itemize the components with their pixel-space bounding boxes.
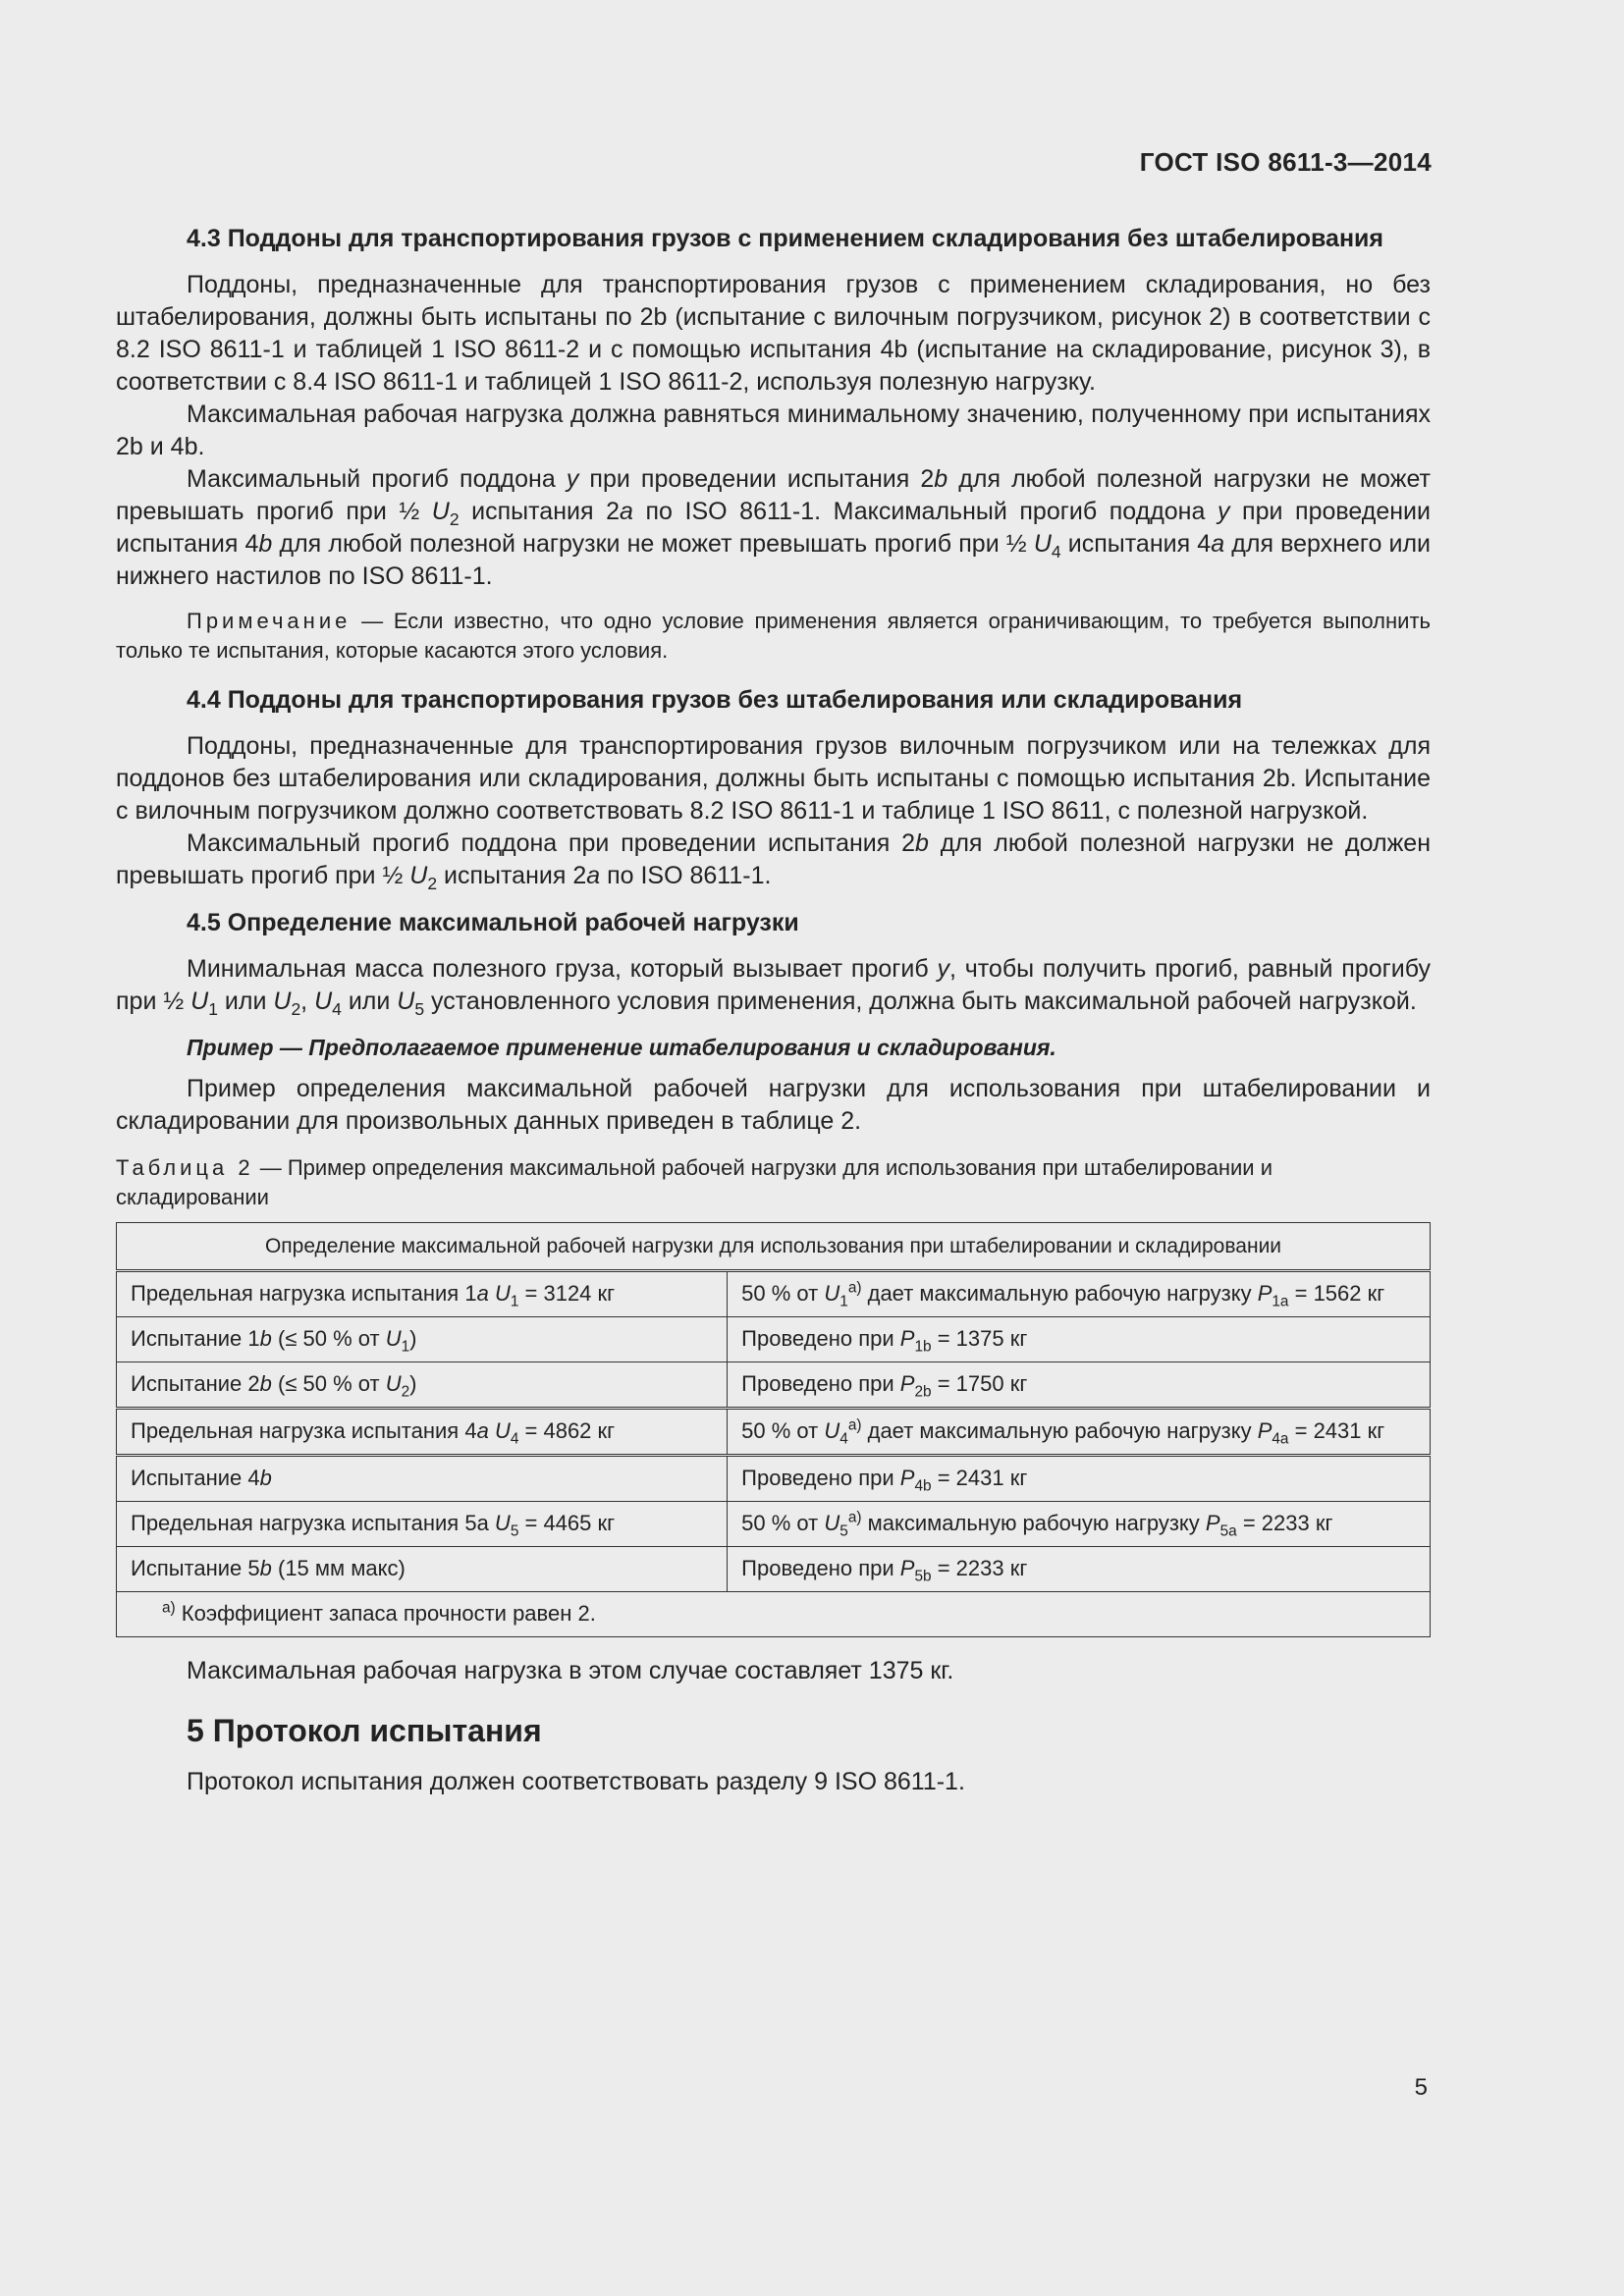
- section-5-title: 5 Протокол испытания: [187, 1713, 542, 1748]
- table-row: [117, 1409, 1431, 1456]
- table-label: Таблица 2: [116, 1155, 254, 1180]
- table-row: [117, 1317, 1431, 1362]
- section-4-3-paragraph-2: Максимальная рабочая нагрузка должна равняться минимальному значению, полученному при испытаниях 2b и 4b.: [116, 400, 1431, 460]
- table-2: [116, 1222, 1431, 1637]
- table-row: [117, 1547, 1431, 1592]
- section-4-3-paragraph-1: Поддоны, предназначенные для транспортирования грузов с применением складирования, но без штабелирования, должны быть испытаны по 2b (испытание с вилочным погрузчиком, рисунок 2) в соответствии с 8.2 ISO 8611-1 и таблицей 1 ISO 8611-2 и с помощью испытания 4b (испытание на складирование, рисунок 3), в соответствии с 8.4 ISO 8611-1 и таблицей 1 ISO 8611-2, используя полезную нагрузку.: [116, 271, 1431, 396]
- table-cell: 50 % от $U_1^{а)}$ дает максимальную рабочую нагрузку $P_{1a} = 1562$ кг: [728, 1271, 1431, 1317]
- section-4-3-title: 4.3 Поддоны для транспортирования грузов с применением складирования без штабелирования: [187, 225, 1383, 252]
- table-row: [117, 1271, 1431, 1317]
- section-4-3-note: Примечание — Если известно, что одно условие применения является ограничивающим, то требуется выполнить только те испытания, которые касаются этого условия.: [116, 609, 1431, 663]
- section-4-4-paragraph-1: Поддоны, предназначенные для транспортирования грузов вилочным погрузчиком или на тележках для поддонов без штабелирования или складирования, должны быть испытаны с помощью испытания 2b. Испытание с вилочным погрузчиком должно соответствовать 8.2 ISO 8611-1 и таблице 1 ISO 8611, с полезной нагрузкой.: [116, 732, 1431, 825]
- section-4-5-paragraph-1: Минимальная масса полезного груза, который вызывает прогиб y, чтобы получить прогиб, равный прогибу при ½ $U_1$ или $U_2$, $U_4$ или $U_5$ установленного условия применения, должна быть максимальной рабочей нагрузкой.: [116, 955, 1431, 1019]
- table-cell: Проведено при $P_{2b} = 1750$ кг: [728, 1362, 1431, 1409]
- section-4-4-title: 4.4 Поддоны для транспортирования грузов без штабелирования или складирования: [187, 686, 1243, 714]
- table-cell: Испытание 4b: [117, 1456, 728, 1502]
- section-4-3-paragraph-3: Максимальный прогиб поддона y при проведении испытания 2b для любой полезной нагрузки не может превышать прогиб при ½ $U_2$ испытания 2a по ISO 8611-1. Максимальный прогиб поддона y при проведении испытания 4b для любой полезной нагрузки не может превышать прогиб при ½ $U_4$ испытания 4a для верхнего или нижнего настилов по ISO 8611-1.: [116, 465, 1432, 590]
- table-row: [117, 1362, 1431, 1409]
- table-footnote-row: [117, 1592, 1431, 1637]
- table-cell: 50 % от $U_5^{а)}$ максимальную рабочую нагрузку $P_{5a} = 2233$ кг: [728, 1502, 1431, 1547]
- table-cell: Испытание 5b (15 мм макс): [117, 1547, 728, 1592]
- table-2-caption: Таблица 2 — Пример определения максимальной рабочей нагрузки для использования при штабелировании и складировании: [116, 1155, 1272, 1209]
- table-cell: Проведено при $P_{4b} = 2431$ кг: [728, 1456, 1431, 1502]
- section-4-4-paragraph-2: Максимальный прогиб поддона при проведении испытания 2b для любой полезной нагрузки не должен превышать прогиб при ½ $U_2$ испытания 2a по ISO 8611-1.: [116, 829, 1431, 893]
- note-label: Примечание: [187, 609, 352, 633]
- table-header-row: [117, 1223, 1431, 1271]
- table-cell: Испытание 2b (≤ 50 % от $U_2$): [117, 1362, 728, 1409]
- table-row: [117, 1502, 1431, 1547]
- page-content: [116, 222, 1431, 1798]
- table-cell: Проведено при $P_{5b} = 2233$ кг: [728, 1547, 1431, 1592]
- section-4-5-title: 4.5 Определение максимальной рабочей нагрузки: [187, 909, 799, 936]
- table-header-cell: Определение максимальной рабочей нагрузки для использования при штабелировании и складировании: [117, 1223, 1431, 1271]
- document-code: ГОСТ ISO 8611-3—2014: [1139, 147, 1432, 177]
- example-heading: Пример — Предполагаемое применение штабелирования и складирования.: [187, 1035, 1056, 1060]
- table-cell: Предельная нагрузка испытания 1a $U_1 = 3124$ кг: [117, 1271, 728, 1317]
- table-cell: Проведено при $P_{1b} = 1375$ кг: [728, 1317, 1431, 1362]
- table-cell: Предельная нагрузка испытания 5a $U_5 = 4465$ кг: [117, 1502, 728, 1547]
- table-cell: Предельная нагрузка испытания 4a $U_4 = 4862$ кг: [117, 1409, 728, 1456]
- section-5-paragraph: Протокол испытания должен соответствовать разделу 9 ISO 8611-1.: [187, 1768, 965, 1795]
- table-row: [117, 1456, 1431, 1502]
- after-table-paragraph: Максимальная рабочая нагрузка в этом случае составляет 1375 кг.: [187, 1657, 954, 1684]
- page-number: 5: [1414, 2074, 1428, 2101]
- table-cell: 50 % от $U_4^{а)}$ дает максимальную рабочую нагрузку $P_{4a} = 2431$ кг: [728, 1409, 1431, 1456]
- table-footnote: $^{а)}$ Коэффициент запаса прочности равен 2.: [117, 1592, 1431, 1637]
- table-cell: Испытание 1b (≤ 50 % от $U_1$): [117, 1317, 728, 1362]
- section-4-5-paragraph-2: Пример определения максимальной рабочей нагрузки для использования при штабелировании и складировании для произвольных данных приведен в таблице 2.: [116, 1075, 1431, 1135]
